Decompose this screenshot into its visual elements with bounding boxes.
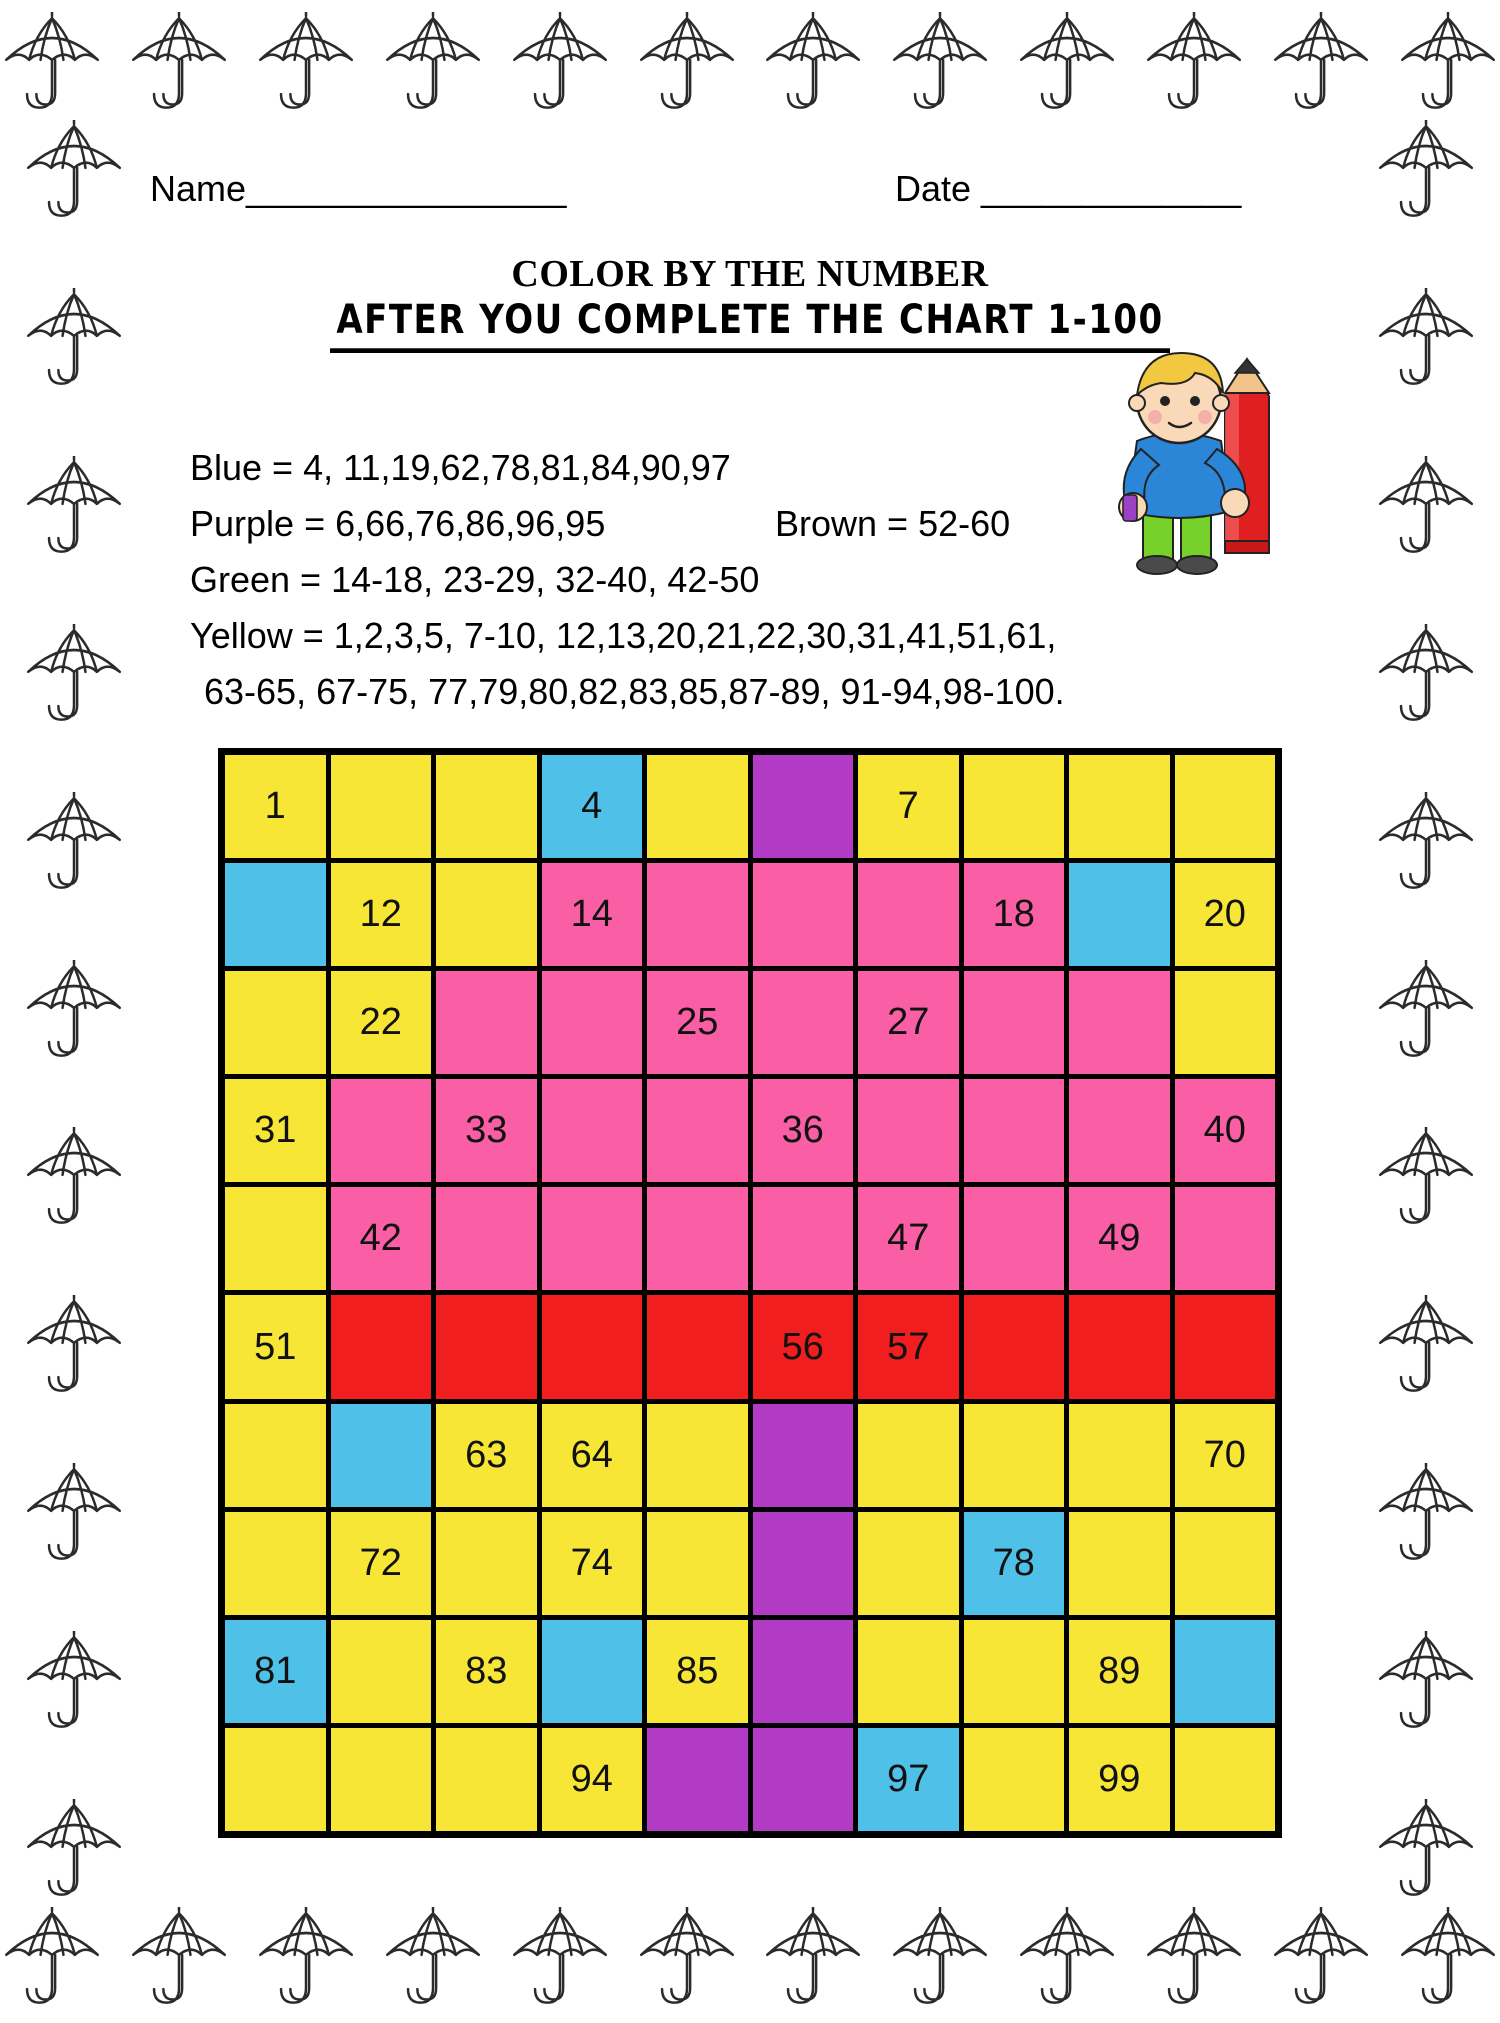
- chart-cell-87[interactable]: [858, 1620, 959, 1723]
- chart-cell-38[interactable]: [964, 1079, 1065, 1182]
- umbrella-icon: [127, 1907, 231, 2011]
- umbrella-icon: [1374, 960, 1478, 1064]
- chart-cell-8[interactable]: [964, 755, 1065, 858]
- chart-cell-55[interactable]: [647, 1295, 748, 1398]
- chart-cell-label: 27: [887, 1001, 930, 1044]
- chart-cell-86[interactable]: [753, 1620, 854, 1723]
- chart-cell-68[interactable]: [964, 1404, 1065, 1507]
- chart-cell-27[interactable]: [858, 971, 959, 1074]
- legend-text-purple: Purple = 6,66,76,86,96,95: [190, 503, 606, 544]
- name-field-label[interactable]: Name________________: [150, 168, 567, 209]
- chart-cell-59[interactable]: [1069, 1295, 1170, 1398]
- umbrella-icon: [761, 1907, 865, 2011]
- umbrella-icon: [1015, 12, 1119, 116]
- chart-cell-1[interactable]: [225, 755, 326, 858]
- color-legend: [190, 440, 1300, 720]
- legend-line-purple: [190, 496, 1300, 552]
- umbrella-icon: [508, 12, 612, 116]
- chart-cell-label: 64: [570, 1433, 613, 1476]
- umbrella-icon: [1374, 456, 1478, 560]
- umbrella-icon: [1396, 12, 1500, 116]
- chart-cell-30[interactable]: [1175, 971, 1276, 1074]
- chart-cell-34[interactable]: [542, 1079, 643, 1182]
- chart-cell-label: 70: [1203, 1433, 1246, 1476]
- chart-cell-84[interactable]: [542, 1620, 643, 1723]
- chart-cell-82[interactable]: [331, 1620, 432, 1723]
- chart-cell-91[interactable]: [225, 1728, 326, 1831]
- chart-cell-36[interactable]: [753, 1079, 854, 1182]
- chart-cell-label: 97: [887, 1757, 930, 1800]
- legend-line-yellow-continued: [190, 664, 1300, 720]
- chart-cell-45[interactable]: [647, 1187, 748, 1290]
- chart-cell-12[interactable]: [331, 863, 432, 966]
- chart-cell-56[interactable]: [753, 1295, 854, 1398]
- page-title: COLOR BY THE NUMBER: [511, 253, 989, 295]
- date-field-label[interactable]: Date _____________: [895, 168, 1242, 209]
- chart-cell-74[interactable]: [542, 1512, 643, 1615]
- umbrella-icon: [127, 12, 231, 116]
- chart-cell-6[interactable]: [753, 755, 854, 858]
- legend-text-brown: Brown = 52-60: [775, 503, 1011, 544]
- chart-cell-93[interactable]: [436, 1728, 537, 1831]
- legend-text-yellow: Yellow = 1,2,3,5, 7-10, 12,13,20,21,22,30,31,41,51,61,: [190, 615, 1057, 656]
- chart-cell-3[interactable]: [436, 755, 537, 858]
- chart-cell-72[interactable]: [331, 1512, 432, 1615]
- umbrella-icon: [0, 1907, 104, 2011]
- umbrella-icon: [22, 960, 126, 1064]
- chart-cell-label: 20: [1203, 893, 1246, 936]
- chart-cell-13[interactable]: [436, 863, 537, 966]
- chart-cell-21[interactable]: [225, 971, 326, 1074]
- chart-cell-25[interactable]: [647, 971, 748, 1074]
- legend-line-blue: [190, 440, 1300, 496]
- chart-cell-label: 83: [465, 1649, 508, 1692]
- chart-cell-42[interactable]: [331, 1187, 432, 1290]
- chart-cell-32[interactable]: [331, 1079, 432, 1182]
- chart-cell-66[interactable]: [753, 1404, 854, 1507]
- chart-cell-62[interactable]: [331, 1404, 432, 1507]
- chart-cell-label: 57: [887, 1325, 930, 1368]
- umbrella-icon: [635, 12, 739, 116]
- chart-cell-50[interactable]: [1175, 1187, 1276, 1290]
- chart-cell-89[interactable]: [1069, 1620, 1170, 1723]
- chart-cell-65[interactable]: [647, 1404, 748, 1507]
- chart-cell-35[interactable]: [647, 1079, 748, 1182]
- umbrella-icon: [22, 1631, 126, 1735]
- umbrella-icon: [1374, 1631, 1478, 1735]
- chart-cell-4[interactable]: [542, 755, 643, 858]
- umbrella-icon: [1374, 1799, 1478, 1903]
- chart-cell-54[interactable]: [542, 1295, 643, 1398]
- chart-cell-label: 22: [359, 1001, 402, 1044]
- chart-cell-label: 99: [1098, 1757, 1141, 1800]
- chart-cell-label: 33: [465, 1109, 508, 1152]
- hundred-chart: [218, 748, 1282, 1838]
- chart-cell-2[interactable]: [331, 755, 432, 858]
- chart-cell-label: 81: [254, 1649, 297, 1692]
- chart-cell-52[interactable]: [331, 1295, 432, 1398]
- chart-cell-18[interactable]: [964, 863, 1065, 966]
- chart-cell-label: 14: [570, 893, 613, 936]
- chart-cell-9[interactable]: [1069, 755, 1170, 858]
- chart-cell-97[interactable]: [858, 1728, 959, 1831]
- chart-cell-15[interactable]: [647, 863, 748, 966]
- umbrella-icon: [1374, 120, 1478, 224]
- chart-cell-46[interactable]: [753, 1187, 854, 1290]
- page-subtitle: AFTER YOU COMPLETE THE CHART 1-100: [330, 296, 1169, 353]
- umbrella-icon: [1374, 1463, 1478, 1567]
- chart-cell-label: 51: [254, 1325, 297, 1368]
- chart-cell-98[interactable]: [964, 1728, 1065, 1831]
- chart-cell-29[interactable]: [1069, 971, 1170, 1074]
- chart-cell-label: 74: [570, 1541, 613, 1584]
- chart-cell-53[interactable]: [436, 1295, 537, 1398]
- chart-cell-57[interactable]: [858, 1295, 959, 1398]
- chart-cell-76[interactable]: [753, 1512, 854, 1615]
- legend-text-blue: Blue = 4, 11,19,62,78,81,84,90,97: [190, 447, 731, 488]
- chart-cell-7[interactable]: [858, 755, 959, 858]
- umbrella-icon: [635, 1907, 739, 2011]
- chart-cell-label: 36: [781, 1109, 824, 1152]
- chart-cell-67[interactable]: [858, 1404, 959, 1507]
- umbrella-icon: [22, 120, 126, 224]
- chart-cell-69[interactable]: [1069, 1404, 1170, 1507]
- chart-cell-70[interactable]: [1175, 1404, 1276, 1507]
- umbrella-icon: [22, 1463, 126, 1567]
- chart-cell-label: 89: [1098, 1649, 1141, 1692]
- chart-cell-label: 4: [581, 785, 603, 828]
- chart-cell-label: 85: [676, 1649, 719, 1692]
- umbrella-icon: [22, 624, 126, 728]
- umbrella-icon: [22, 792, 126, 896]
- umbrella-icon: [1269, 1907, 1373, 2011]
- chart-cell-label: 78: [992, 1541, 1035, 1584]
- umbrella-icon: [1374, 1127, 1478, 1231]
- umbrella-icon: [888, 12, 992, 116]
- chart-cell-label: 25: [676, 1001, 719, 1044]
- chart-cell-48[interactable]: [964, 1187, 1065, 1290]
- chart-cell-85[interactable]: [647, 1620, 748, 1723]
- hundred-chart-grid: [225, 755, 1275, 1831]
- chart-cell-label: 94: [570, 1757, 613, 1800]
- umbrella-icon: [1374, 1295, 1478, 1399]
- chart-cell-31[interactable]: [225, 1079, 326, 1182]
- umbrella-icon: [381, 1907, 485, 2011]
- chart-cell-20[interactable]: [1175, 863, 1276, 966]
- chart-cell-39[interactable]: [1069, 1079, 1170, 1182]
- umbrella-icon: [1142, 12, 1246, 116]
- chart-cell-28[interactable]: [964, 971, 1065, 1074]
- umbrella-icon: [254, 1907, 358, 2011]
- umbrella-icon: [508, 1907, 612, 2011]
- chart-cell-90[interactable]: [1175, 1620, 1276, 1723]
- chart-cell-75[interactable]: [647, 1512, 748, 1615]
- chart-cell-73[interactable]: [436, 1512, 537, 1615]
- chart-cell-95[interactable]: [647, 1728, 748, 1831]
- chart-cell-51[interactable]: [225, 1295, 326, 1398]
- umbrella-icon: [1015, 1907, 1119, 2011]
- chart-cell-label: 12: [359, 893, 402, 936]
- chart-cell-83[interactable]: [436, 1620, 537, 1723]
- legend-text-yellow-continued: 63-65, 67-75, 77,79,80,82,83,85,87-89, 91-94,98-100.: [204, 671, 1065, 712]
- legend-line-yellow: [190, 608, 1300, 664]
- chart-cell-label: 63: [465, 1433, 508, 1476]
- chart-cell-80[interactable]: [1175, 1512, 1276, 1615]
- chart-cell-label: 31: [254, 1109, 297, 1152]
- chart-cell-88[interactable]: [964, 1620, 1065, 1723]
- chart-cell-63[interactable]: [436, 1404, 537, 1507]
- umbrella-icon: [0, 12, 104, 116]
- chart-cell-60[interactable]: [1175, 1295, 1276, 1398]
- chart-cell-47[interactable]: [858, 1187, 959, 1290]
- umbrella-icon: [1396, 1907, 1500, 2011]
- umbrella-icon: [761, 12, 865, 116]
- umbrella-icon: [381, 12, 485, 116]
- umbrella-icon: [22, 456, 126, 560]
- chart-cell-100[interactable]: [1175, 1728, 1276, 1831]
- chart-cell-33[interactable]: [436, 1079, 537, 1182]
- chart-cell-81[interactable]: [225, 1620, 326, 1723]
- chart-cell-label: 1: [264, 785, 286, 828]
- umbrella-icon: [1269, 12, 1373, 116]
- chart-cell-41[interactable]: [225, 1187, 326, 1290]
- umbrella-icon: [22, 1799, 126, 1903]
- chart-cell-24[interactable]: [542, 971, 643, 1074]
- chart-cell-49[interactable]: [1069, 1187, 1170, 1290]
- chart-cell-58[interactable]: [964, 1295, 1065, 1398]
- chart-cell-71[interactable]: [225, 1512, 326, 1615]
- chart-cell-17[interactable]: [858, 863, 959, 966]
- chart-cell-19[interactable]: [1069, 863, 1170, 966]
- chart-cell-label: 56: [781, 1325, 824, 1368]
- chart-cell-77[interactable]: [858, 1512, 959, 1615]
- chart-cell-26[interactable]: [753, 971, 854, 1074]
- chart-cell-64[interactable]: [542, 1404, 643, 1507]
- chart-cell-5[interactable]: [647, 755, 748, 858]
- chart-cell-label: 49: [1098, 1217, 1141, 1260]
- chart-cell-61[interactable]: [225, 1404, 326, 1507]
- chart-cell-10[interactable]: [1175, 755, 1276, 858]
- chart-cell-label: 40: [1203, 1109, 1246, 1152]
- chart-cell-label: 42: [359, 1217, 402, 1260]
- umbrella-icon: [888, 1907, 992, 2011]
- umbrella-icon: [22, 1295, 126, 1399]
- chart-cell-99[interactable]: [1069, 1728, 1170, 1831]
- chart-cell-79[interactable]: [1069, 1512, 1170, 1615]
- chart-cell-37[interactable]: [858, 1079, 959, 1182]
- chart-cell-16[interactable]: [753, 863, 854, 966]
- chart-cell-44[interactable]: [542, 1187, 643, 1290]
- chart-cell-78[interactable]: [964, 1512, 1065, 1615]
- chart-cell-14[interactable]: [542, 863, 643, 966]
- chart-cell-96[interactable]: [753, 1728, 854, 1831]
- umbrella-icon: [1374, 792, 1478, 896]
- legend-text-green: Green = 14-18, 23-29, 32-40, 42-50: [190, 559, 760, 600]
- umbrella-icon: [1142, 1907, 1246, 2011]
- chart-cell-40[interactable]: [1175, 1079, 1276, 1182]
- umbrella-icon: [22, 1127, 126, 1231]
- chart-cell-11[interactable]: [225, 863, 326, 966]
- umbrella-icon: [254, 12, 358, 116]
- chart-cell-label: 72: [359, 1541, 402, 1584]
- chart-cell-label: 18: [992, 893, 1035, 936]
- umbrella-icon: [1374, 624, 1478, 728]
- chart-cell-92[interactable]: [331, 1728, 432, 1831]
- legend-line-green: [190, 552, 1300, 608]
- chart-cell-label: 7: [897, 785, 919, 828]
- chart-cell-22[interactable]: [331, 971, 432, 1074]
- chart-cell-label: 47: [887, 1217, 930, 1260]
- chart-cell-94[interactable]: [542, 1728, 643, 1831]
- chart-cell-43[interactable]: [436, 1187, 537, 1290]
- name-date-row: [150, 168, 1340, 220]
- chart-cell-23[interactable]: [436, 971, 537, 1074]
